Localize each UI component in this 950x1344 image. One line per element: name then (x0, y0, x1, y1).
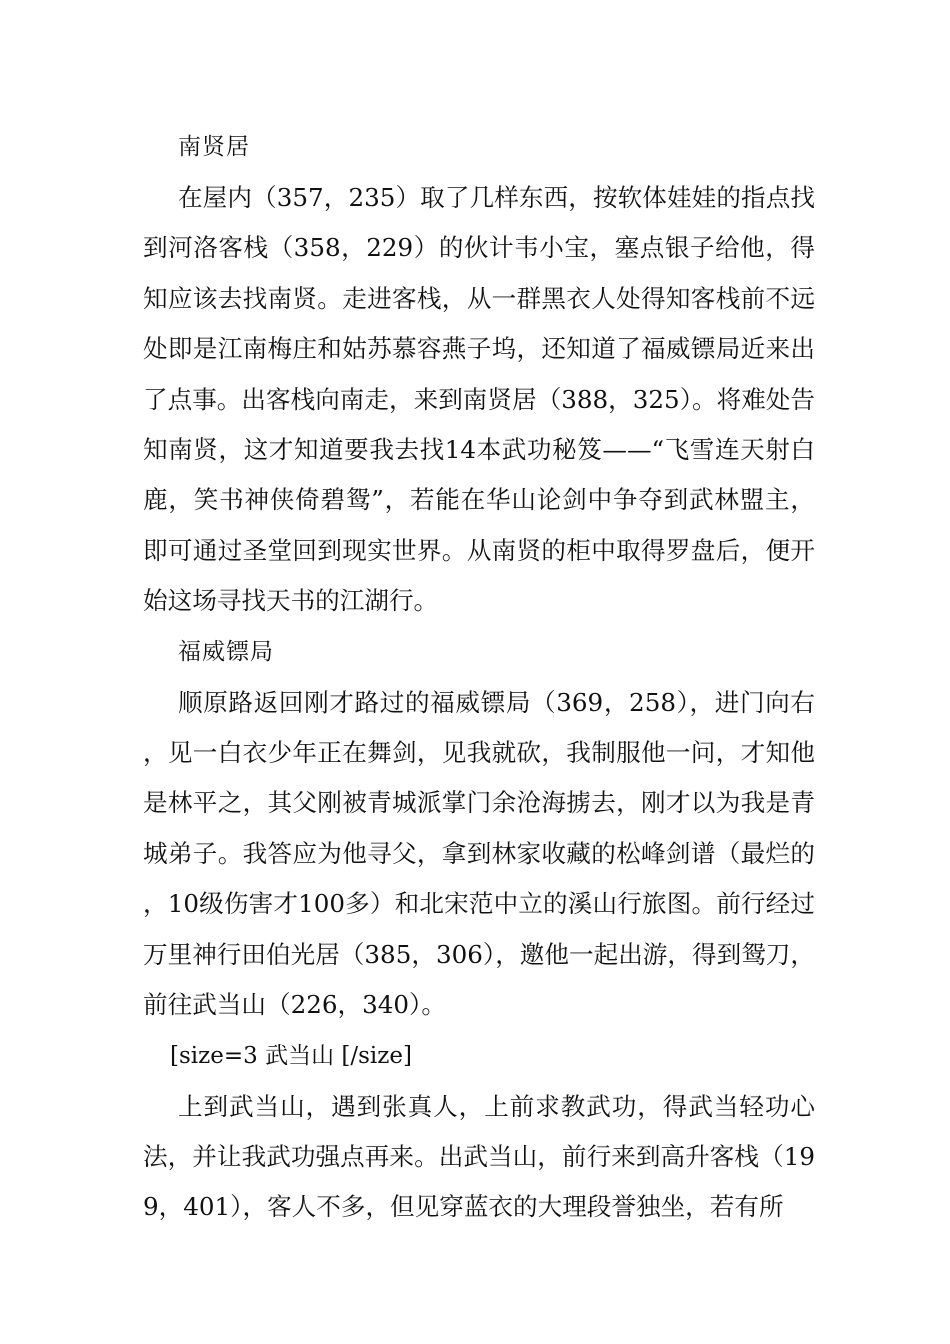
section-paragraph-nanxianju: 在屋内（357，235）取了几样东西，按软体娃娃的指点找到河洛客栈（358，229）的伙计韦小宝，塞点银子给他，得知应该去找南贤。走进客栈，从一群黑衣人处得知客栈前不远处即是江南梅庄和姑苏慕容燕子坞，还知道了福威镖局近来出了点事。出客栈向南走，来到南贤居（388，325）。将难处告知南贤，这才知道要我去找14本武功秘笈——“飞雪连天射白鹿，笑书神侠倚碧鸳”，若能在华山论剑中争夺到武林盟主，即可通过圣堂回到现实世界。从南贤的柜中取得罗盘后，便开始这场寻找天书的江湖行。 (143, 183, 815, 616)
section-heading-nanxianju: 南贤居 (178, 134, 250, 160)
document-page (143, 122, 815, 1233)
section-heading-fuwei-biaoju: 福威镖局 (178, 638, 274, 665)
section-paragraph-wudangshan: 上到武当山，遇到张真人，上前求教武功，得武当轻功心法，并让我武功强点再来。出武当山，前行来到高升客栈（199，401），客人不多，但见穿蓝衣的大理段誉独坐，若有所 (143, 1091, 815, 1222)
section-paragraph-fuwei-biaoju: 顺原路返回刚才路过的福威镖局（369，258），进门向右，见一白衣少年正在舞剑，见我就砍，我制服他一问，才知他是林平之，其父刚被青城派掌门余沧海掳去，刚才以为我是青城弟子。我答应为他寻父，拿到林家收藏的松峰剑谱（最烂的，10级伤害才100多）和北宋范中立的溪山行旅图。前行经过万里神行田伯光居（385，306），邀他一起出游，得到鸳刀，前往武当山（226，340）。 (143, 687, 815, 1020)
section-heading-wudangshan: [size=3 武当山 [/size] (170, 1042, 412, 1069)
